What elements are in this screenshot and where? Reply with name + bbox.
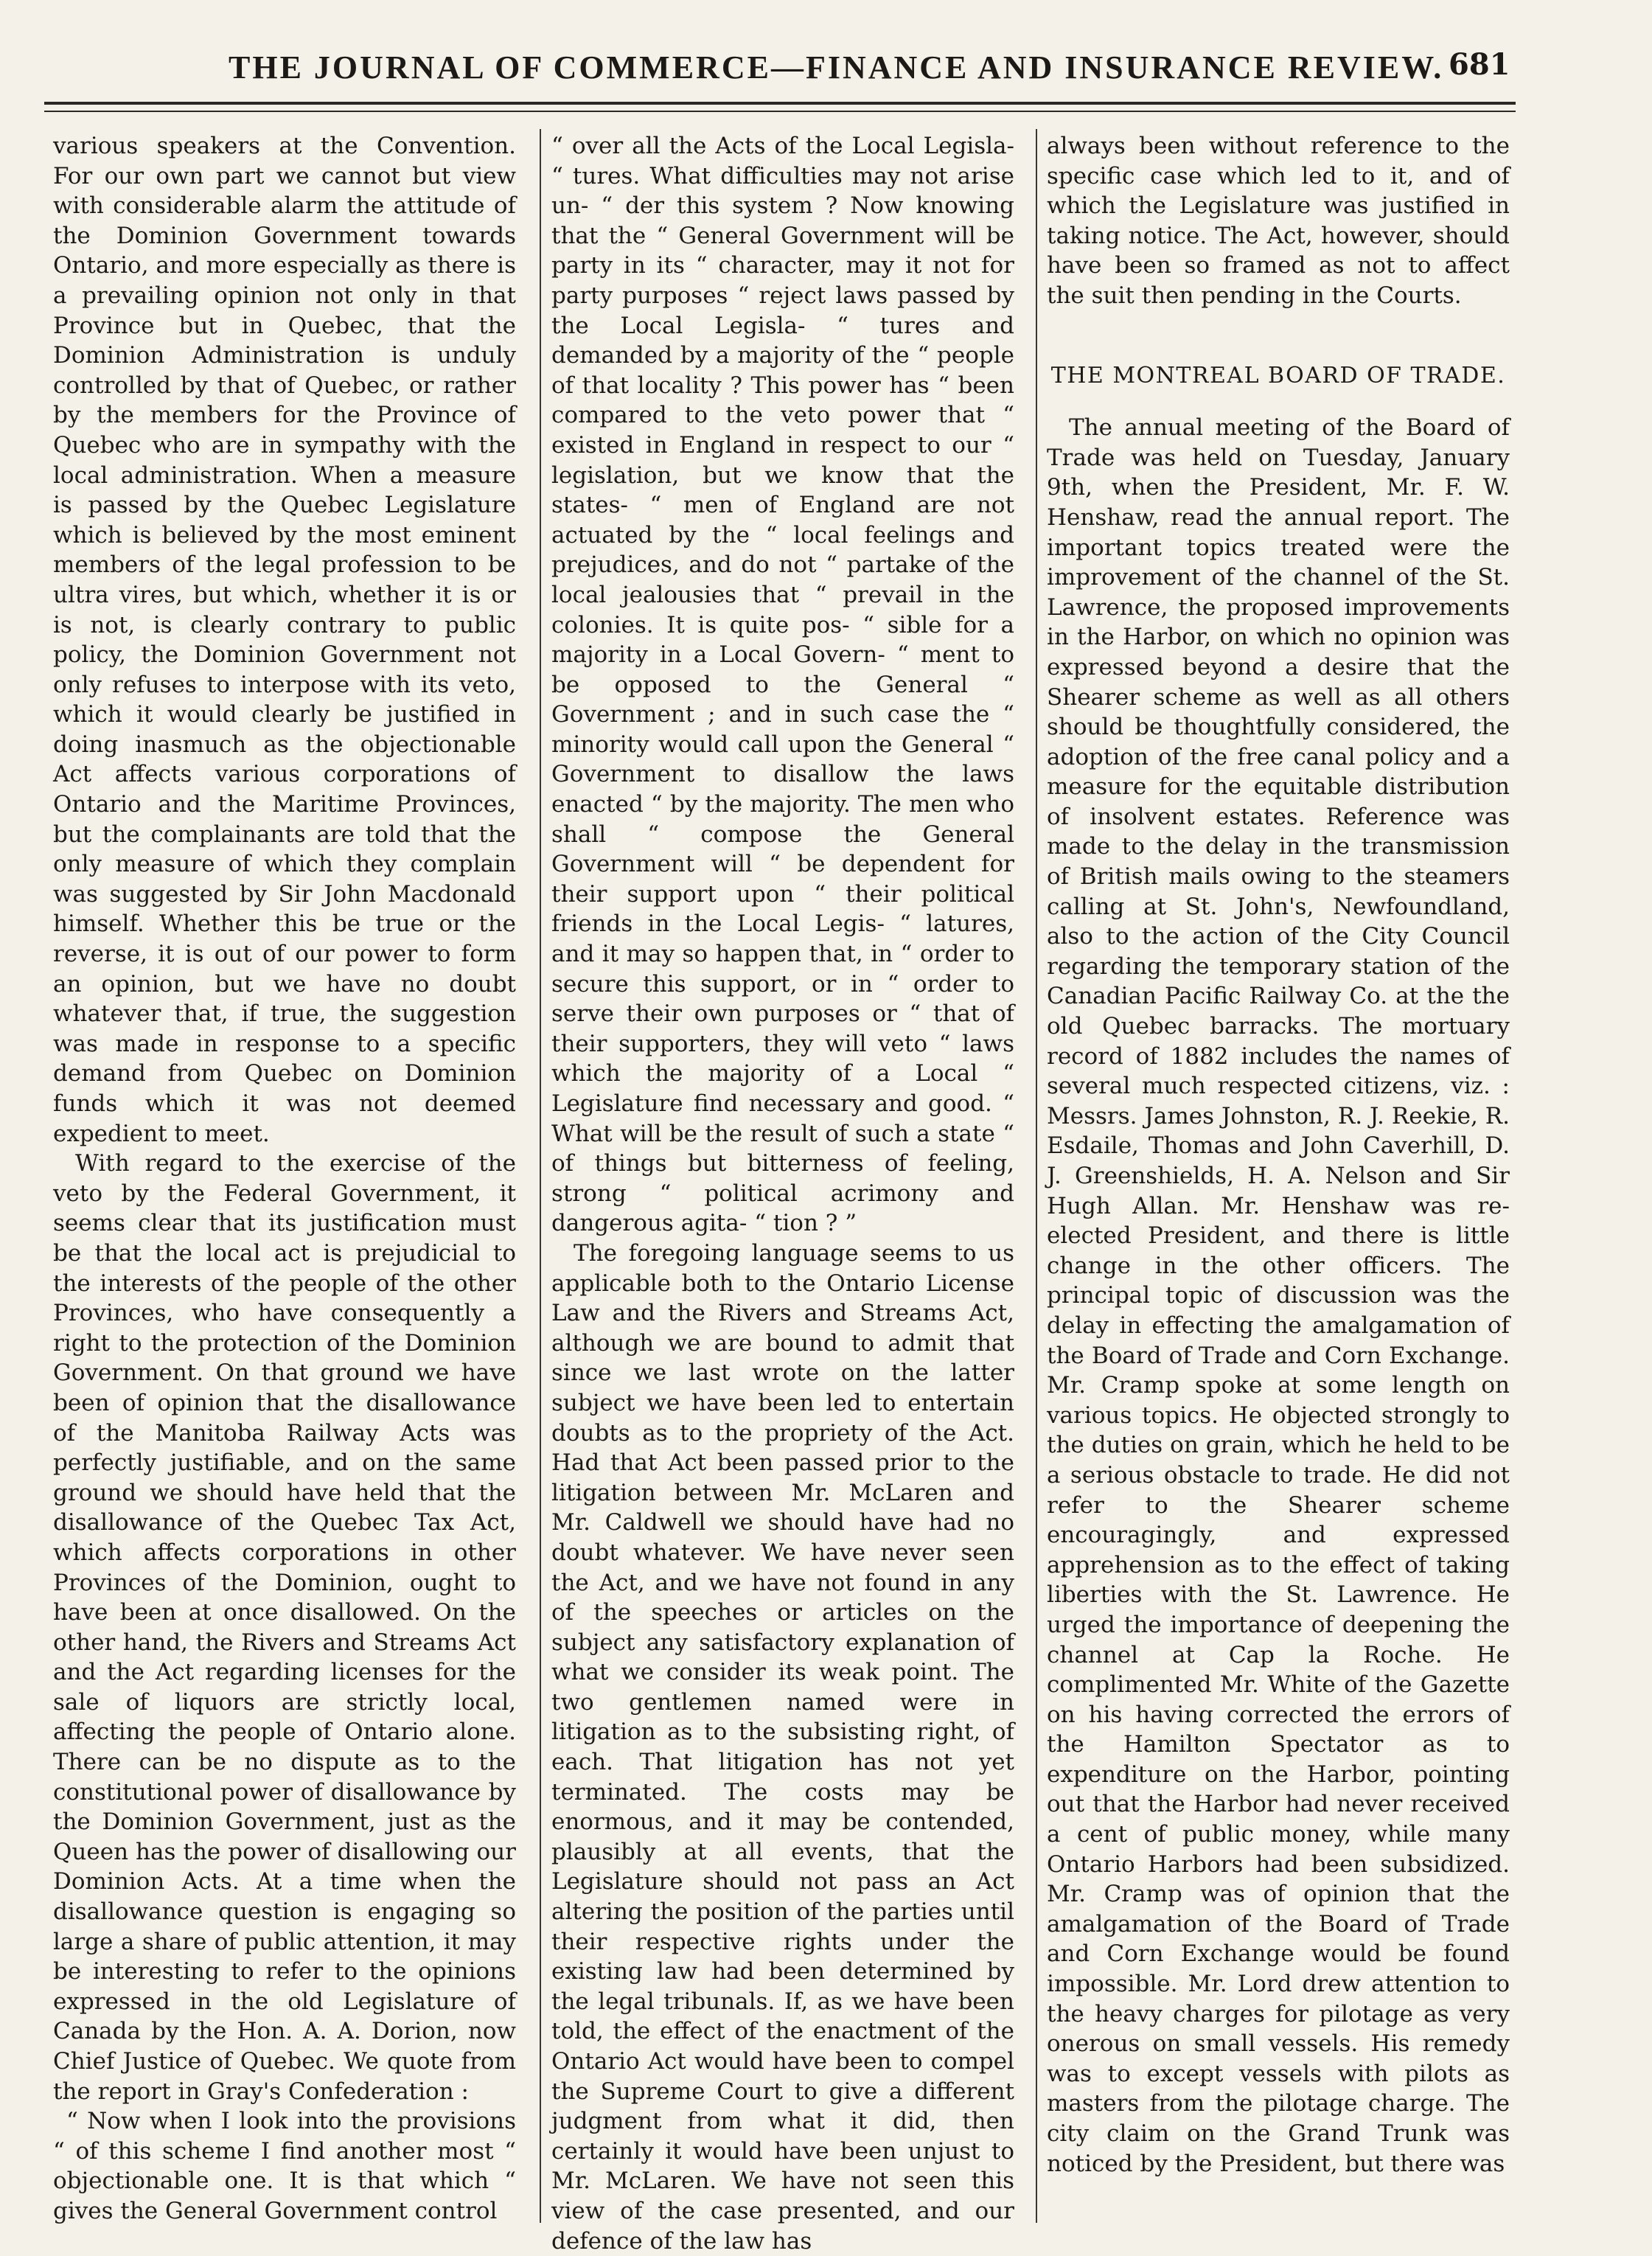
col1-paragraph-2: With regard to the exercise of the veto by the Federal Government, it seems clear that its justification must be that the local act is prejudicial to the interests of the people of the other Provinces, who have consequently a right to the protection of the Dominion Government. On that ground we have been of opinion that the disallowance of the Manitoba Railway Acts was perfectly justifiable, and on the same ground we should have held that the disallowance of the Quebec Tax Act, which affects corporations in other Provinces of the Dominion, ought to have been at once disallowed. On the other hand, the Rivers and Streams Act and the Act regarding licenses for the sale of liquors are strictly local, affecting the people of Ontario alone. There can be no dispute as to the constitutional power of disallowance by the Dominion Government, just as the Queen has the power of disallowing our Dominion Acts. At a time when the disallowance question is engaging so large a share of public attention, it may be interesting to refer to the opinions expressed in the old Legislature of Canada by the Hon. A. A. Dorion, now Chief Justice of Quebec. We quote from the report in Gray's Confederation : bbox=[53, 1150, 516, 2105]
column-2 bbox=[551, 131, 1014, 2256]
col2-paragraph-2: The foregoing language seems to us applicable both to the Ontario License Law and the Rivers and Streams Act, although we are bound to admit that since we last wrote on the latter subject we have been led to entertain doubts as to the propriety of the Act. Had that Act been passed prior to the litigation between Mr. McLaren and Mr. Caldwell we should have had no doubt whatever. We have never seen the Act, and we have not found in any of the speeches or articles on the subject any satisfactory explanation of what we consider its weak point. The two gentlemen named were in litigation as to the subsisting right, of each. That litigation has not yet terminated. The costs may be enormous, and it may be contended, plausibly at all events, that the Legislature should not pass an Act altering the position of the parties until their respective rights under the existing law had been determined by the legal tribunals. If, as we have been told, the effect of the enactment of the Ontario Act would have been to compel the Supreme Court to give a different judgment from what it did, then certainly it would have been unjust to Mr. McLaren. We have not seen this view of the case presented, and our defence of the law has bbox=[551, 1239, 1014, 2255]
header-rule-thick bbox=[44, 102, 1516, 105]
col1-quote-start: “ Now when I look into the provisions “ of this scheme I find another most “ objectionable one. It is that which “ gives the General Government control bbox=[53, 2108, 516, 2224]
col1-paragraph-1: various speakers at the Convention. For our own part we cannot but view with considerable alarm the attitude of the Dominion Government towards Ontario, and more especially as there is a prevailing opinion not only in that Province but in Quebec, that the Dominion Administration is unduly controlled by that of Quebec, or rather by the members for the Province of Quebec who are in sympathy with the local administration. When a measure is passed by the Quebec Legislature which is believed by the most eminent members of the legal profession to be ultra vires, but which, whether it is or is not, is clearly contrary to public policy, the Dominion Government not only refuses to interpose with its veto, which it would clearly be justified in doing inasmuch as the objectionable Act affects various corporations of Ontario and the Maritime Provinces, but the complainants are told that the only measure of which they complain was suggested by Sir John Macdonald himself. Whether this be true or the reverse, it is out of our power to form an opinion, but we have no doubt whatever that, if true, the suggestion was made in response to a specific demand from Quebec on Dominion funds which it was not deemed expedient to meet. bbox=[53, 133, 516, 1147]
page-number: 681 bbox=[1449, 47, 1510, 82]
col2-quote-continued: “ over all the Acts of the Local Legisla- “ tures. What difficulties may not arise un- “ der this system ? Now knowing that the “ General Government will be party in its “ character, may it not for party purposes “ reject laws passed by the Local Legisla- “ tures and demanded by a majority of the “ people of that locality ? This power has “ been compared to the veto power that “ existed in England in respect to our “ legislation, but we know that the states- “ men of England are not actuated by the “ local feelings and prejudices, and do not “ partake of the local jealousies that “ prevail in the colonies. It is quite pos- “ sible for a majority in a Local Govern- “ ment to be opposed to the General “ Government ; and in such case the “ minority would call upon the General “ Government to disallow the laws enacted “ by the majority. The men who shall “ compose the General Government will “ be dependent for their support upon “ their political friends in the Local Legis- “ latures, and it may so happen that, in “ order to secure this support, or in “ order to serve their own purposes or “ that of their supporters, they will veto “ laws which the majority of a Local “ Legislature find necessary and good. “ What will be the result of such a state “ of things but bitterness of feeling, strong “ political acrimony and dangerous agita- “ tion ? ” bbox=[551, 133, 1014, 1237]
col3-paragraph-continued: always been without reference to the specific case which led to it, and of which the Legislature was justified in taking notice. The Act, however, should have been so framed as not to affect the suit then pending in the Courts. bbox=[1047, 133, 1510, 309]
column-divider-right bbox=[1036, 129, 1037, 2223]
running-title: THE JOURNAL OF COMMERCE—FINANCE AND INSURANCE REVIEW. bbox=[229, 49, 1444, 86]
column-3 bbox=[1047, 131, 1510, 2179]
section-title-montreal-board-of-trade: THE MONTREAL BOARD OF TRADE. bbox=[1050, 362, 1506, 389]
column-divider-left bbox=[540, 129, 541, 2223]
col3-paragraph-board-of-trade: The annual meeting of the Board of Trade was held on Tuesday, January 9th, when the President, Mr. F. W. Henshaw, read the annual report. The important topics treated were the improvement of the channel of the St. Lawrence, the proposed improvements in the Harbor, on which no opinion was expressed beyond a desire that the Shearer scheme as well as all others should be thoughtfully considered, the adoption of the free canal policy and a measure for the equitable distribution of insolvent estates. Reference was made to the delay in the transmission of British mails owing to the steamers calling at St. John's, Newfoundland, also to the action of the City Council regarding the temporary station of the Canadian Pacific Railway Co. at the the old Quebec barracks. The mortuary record of 1882 includes the names of several much respected citizens, viz. : Messrs. James Johnston, R. J. Reekie, R. Esdaile, Thomas and John Caverhill, D. J. Greenshields, H. A. Nelson and Sir Hugh Allan. Mr. Henshaw was re-elected President, and there is little change in the other officers. The principal topic of discussion was the delay in effecting the amalgamation of the Board of Trade and Corn Exchange. Mr. Cramp spoke at some length on various topics. He objected strongly to the duties on grain, which he held to be a serious obstacle to trade. He did not refer to the Shearer scheme encouragingly, and expressed apprehension as to the effect of taking liberties with the St. Lawrence. He urged the importance of deepening the channel at Cap la Roche. He complimented Mr. White of the Gazette on his having corrected the errors of the Hamilton Spectator as to expenditure on the Harbor, pointing out that the Harbor had never received a cent of public money, while many Ontario Harbors had been subsidized. Mr. Cramp was of opinion that the amalgamation of the Board of Trade and Corn Exchange would be found impossible. Mr. Lord drew attention to the heavy charges for pilotage as very onerous on small vessels. His remedy was to except vessels with pilots as masters from the pilotage charge. The city claim on the Grand Trunk was noticed by the President, but there was bbox=[1047, 414, 1510, 2177]
header-rule-thin bbox=[44, 111, 1516, 112]
column-1 bbox=[53, 131, 516, 2227]
page-header bbox=[44, 44, 1519, 103]
